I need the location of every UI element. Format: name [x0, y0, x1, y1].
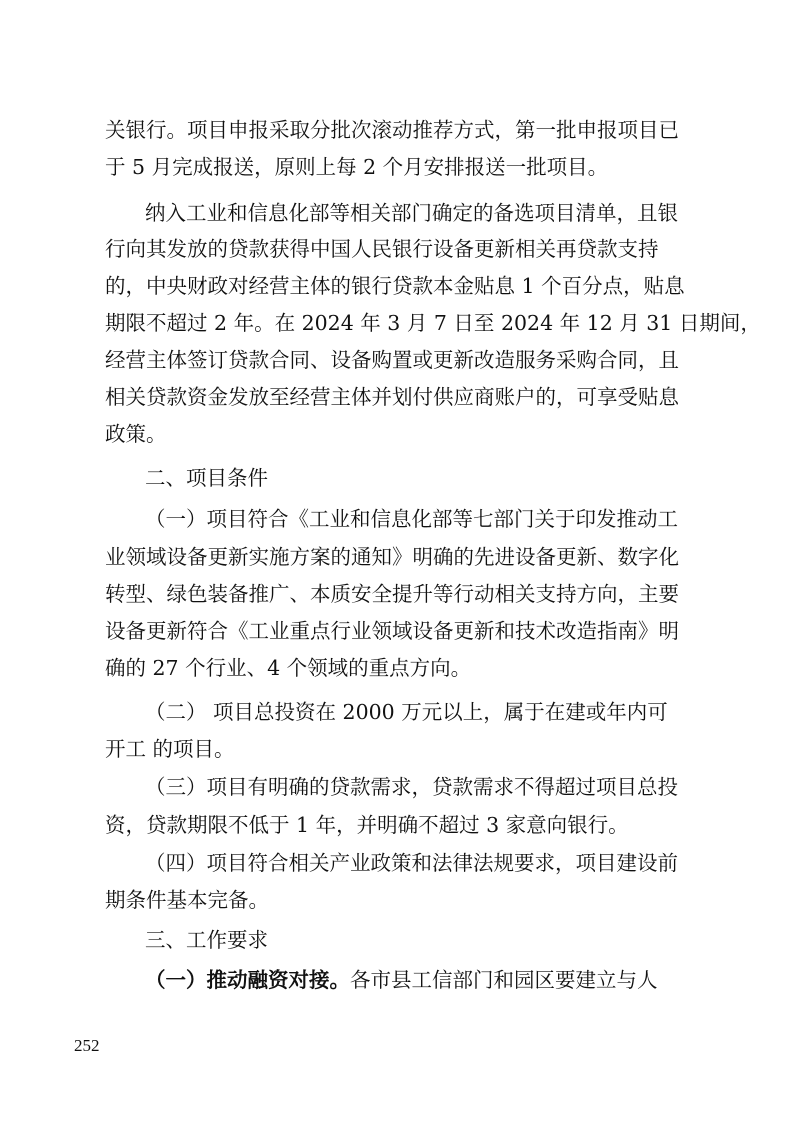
body-text-line: 确的 27 个行业、4 个领域的重点方向。 — [105, 656, 472, 680]
body-text-line: 设备更新符合《工业重点行业领域设备更新和技术改造指南》明 — [105, 619, 679, 643]
body-text-line: 期条件基本完备。 — [105, 888, 269, 912]
body-text-line: 开工 的项目。 — [105, 737, 235, 761]
body-text-line: 关银行。项目申报采取分批次滚动推荐方式，第一批申报项目已 — [105, 118, 679, 142]
body-text-line: （一）项目符合《工业和信息化部等七部门关于印发推动工 — [145, 507, 678, 531]
body-text-line: 政策。 — [105, 422, 167, 446]
body-text-line: （二） 项目总投资在 2000 万元以上，属于在建或年内可 — [145, 700, 668, 724]
body-text-line — [145, 970, 690, 991]
section-heading: 三、工作要求 — [145, 928, 268, 952]
body-text-line: 资，贷款期限不低于 1 年，并明确不超过 3 家意向银行。 — [105, 813, 629, 837]
body-text-line: 期限不超过 2 年。在 2024 年 3 月 7 日至 2024 年 12 月 31 日期间， — [105, 311, 761, 335]
page-number: 252 — [74, 1036, 100, 1055]
emphasis-lead: （一）推动融资对接。 — [145, 968, 350, 992]
body-text-line: 于 5 月完成报送，原则上每 2 个月安排报送一批项目。 — [105, 155, 609, 179]
body-text-line: 纳入工业和信息化部等相关部门确定的备选项目清单，且银 — [145, 201, 678, 225]
body-text-line: （四）项目符合相关产业政策和法律法规要求，项目建设前 — [145, 851, 678, 875]
body-text-line: （三）项目有明确的贷款需求，贷款需求不得超过项目总投 — [145, 775, 678, 799]
body-text-line: 经营主体签订贷款合同、设备购置或更新改造服务采购合同，且 — [105, 348, 679, 372]
body-text-span: 各市县工信部门和园区要建立与人 — [350, 968, 658, 992]
body-text-line: 相关贷款资金发放至经营主体并划付供应商账户的，可享受贴息 — [105, 385, 679, 409]
body-text-line: 的，中央财政对经营主体的银行贷款本金贴息 1 个百分点，贴息 — [105, 274, 685, 298]
body-text-line: 转型、绿色装备推广、本质安全提升等行动相关支持方向，主要 — [105, 582, 679, 606]
body-text-line: 行向其发放的贷款获得中国人民银行设备更新相关再贷款支持 — [105, 237, 659, 261]
body-text-line: 业领域设备更新实施方案的通知》明确的先进设备更新、数字化 — [105, 545, 679, 569]
section-heading: 二、项目条件 — [145, 466, 268, 490]
